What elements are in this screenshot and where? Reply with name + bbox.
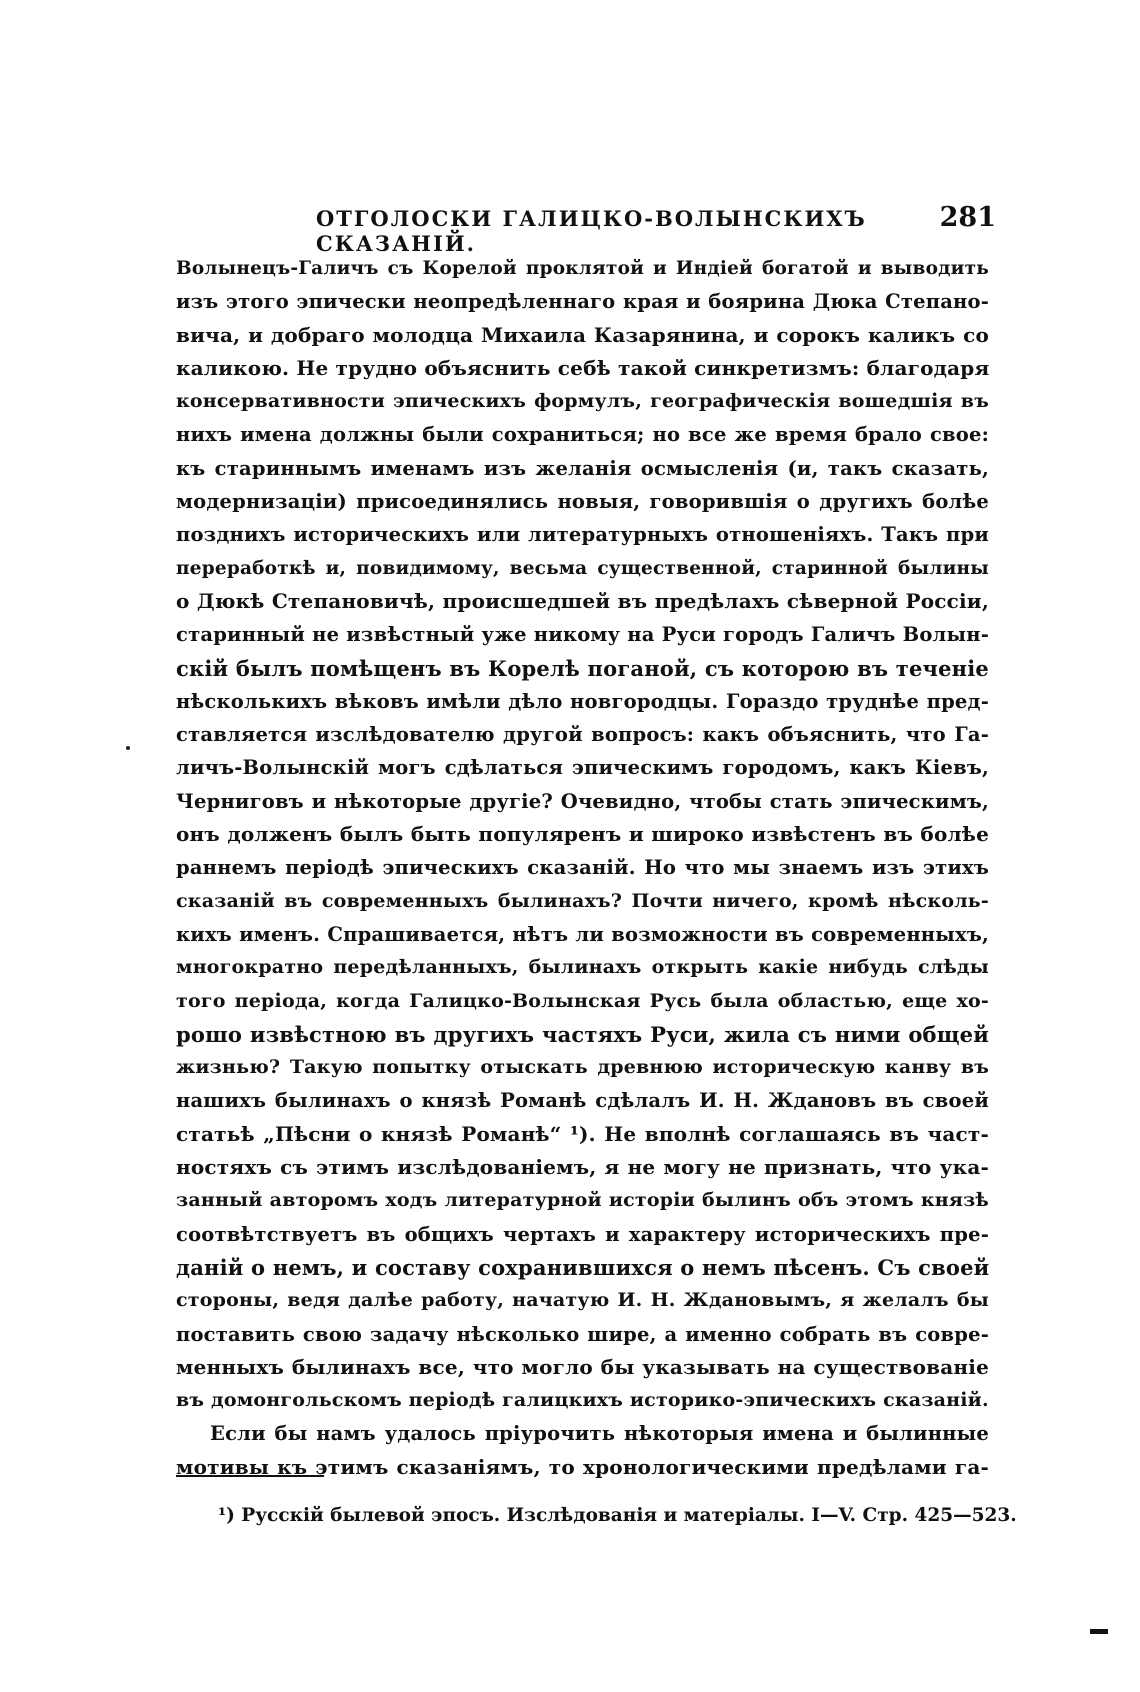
text-line: консервативности эпическихъ формулъ, географическія вошедшія въ <box>176 390 989 413</box>
running-head <box>316 202 996 256</box>
text-line: въ домонгольскомъ періодѣ галицкихъ историко-эпическихъ сказаній. <box>176 1389 989 1412</box>
text-line: Волынецъ-Галичъ съ Корелой проклятой и Индіей богатой и выводить <box>176 258 989 279</box>
body-text <box>176 252 989 1484</box>
text-line: кихъ именъ. Спрашивается, нѣтъ ли возможности въ современныхъ, <box>176 922 989 946</box>
text-line: нашихъ былинахъ о князѣ Романѣ сдѣлалъ И. Н. Ждановъ въ своей <box>176 1089 989 1113</box>
text-line: онъ долженъ былъ быть популяренъ и широко извѣстенъ въ болѣе <box>176 822 989 847</box>
text-line: вича, и добраго молодца Михаила Казарянина, и сорокъ каликъ со <box>176 322 989 347</box>
text-line: соотвѣтствуетъ въ общихъ чертахъ и характеру историческихъ пре- <box>176 1222 989 1246</box>
text-line: модернизаціи) присоединялись новыя, говорившія о другихъ болѣе <box>176 490 989 514</box>
page-number: 281 <box>939 202 996 233</box>
text-line: поставить свою задачу нѣсколько шире, а именно собрать въ совре- <box>176 1322 989 1346</box>
text-line: стороны, ведя далѣе работу, начатую И. Н. Ждановымъ, я желалъ бы <box>176 1289 989 1312</box>
footnote: ¹) Русскій былевой эпосъ. Изслѣдованія и матеріалы. I—V. Стр. 425—523. <box>218 1505 1017 1526</box>
text-line: личъ-Волынскій могъ сдѣлаться эпическимъ городомъ, какъ Кіевъ, <box>176 756 989 780</box>
margin-dash <box>1090 1629 1108 1634</box>
text-line: даній о немъ, и составу сохранившихся о немъ пѣсенъ. Съ своей <box>176 1254 990 1280</box>
margin-speck <box>126 746 130 750</box>
text-line: изъ этого эпически неопредѣленнаго края и боярина Дюка Степано- <box>176 290 989 314</box>
text-line: позднихъ историческихъ или литературныхъ отношеніяхъ. Такъ при <box>176 523 989 547</box>
running-title: ОТГОЛОСКИ ГАЛИЦКО-ВОЛЫНСКИХЪ СКАЗАНІЙ. <box>316 206 867 256</box>
text-line: переработкѣ и, повидимому, весьма существенной, старинной былины <box>176 557 989 579</box>
text-line: жизнью? Такую попытку отыскать древнюю историческую канву въ <box>176 1056 989 1079</box>
text-line: нихъ имена должны были сохраниться; но все же время брало свое: <box>176 423 989 447</box>
paragraph-start-line: Если бы намъ удалось пріурочить нѣкоторыя имена и былинные <box>210 1422 989 1446</box>
text-line: статьѣ „Пѣсни о князѣ Романѣ“ ¹). Не вполнѣ соглашаясь въ част- <box>176 1121 989 1146</box>
text-line: сказаній въ современныхъ былинахъ? Почти ничего, кромѣ нѣсколь- <box>176 889 989 912</box>
text-line: занный авторомъ ходъ литературной исторіи былинъ объ этомъ князѣ <box>176 1189 989 1212</box>
text-line: мотивы къ этимъ сказаніямъ, то хронологическими предѣлами га- <box>176 1454 989 1479</box>
text-line: старинный не извѣстный уже никому на Руси городъ Галичъ Волын- <box>176 623 989 647</box>
text-line: ностяхъ съ этимъ изслѣдованіемъ, я не могу не признать, что ука- <box>176 1155 989 1180</box>
text-line: каликою. Не трудно объяснить себѣ такой синкретизмъ: благодаря <box>176 355 990 380</box>
text-line: къ стариннымъ именамъ изъ желанія осмысленія (и, такъ сказать, <box>176 456 989 480</box>
footnote-divider <box>176 1475 324 1477</box>
text-line: многократно передѣланныхъ, былинахъ открыть какіе нибудь слѣды <box>176 956 989 979</box>
text-line: рошо извѣстною въ другихъ частяхъ Руси, жила съ ними общей <box>176 1021 989 1047</box>
text-line: Черниговъ и нѣкоторые другіе? Очевидно, чтобы стать эпическимъ, <box>176 789 989 813</box>
text-line: ставляется изслѣдователю другой вопросъ: какъ объяснить, что Га- <box>176 723 989 747</box>
text-line: того періода, когда Галицко-Волынская Русь была областью, еще хо- <box>176 989 989 1012</box>
text-line: раннемъ періодѣ эпическихъ сказаній. Но что мы знаемъ изъ этихъ <box>176 856 989 880</box>
text-line: менныхъ былинахъ все, что могло бы указывать на существованіе <box>176 1354 989 1379</box>
text-line: скій былъ помѣщенъ въ Корелѣ поганой, съ которою въ теченіе <box>176 655 989 681</box>
text-line: нѣсколькихъ вѣковъ имѣли дѣло новгородцы. Гораздо труднѣе пред- <box>176 689 989 713</box>
text-line: о Дюкѣ Степановичѣ, происшедшей въ предѣлахъ сѣверной Россіи, <box>176 588 989 613</box>
